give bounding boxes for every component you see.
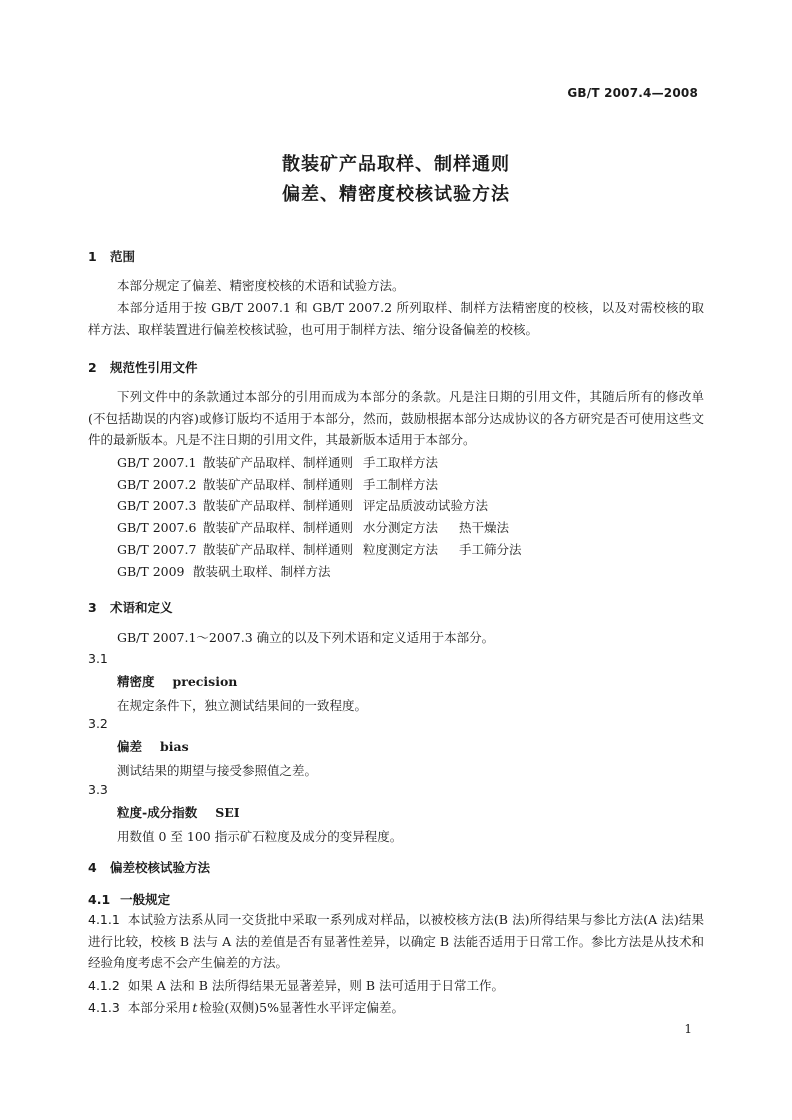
- section-number: 4: [88, 860, 97, 875]
- term-entry: [88, 716, 704, 779]
- clause-4-1-2: [88, 975, 704, 997]
- standard-number: GB/T 2007.4—2008: [567, 86, 698, 100]
- term-entry: [88, 651, 704, 714]
- term-name: 偏差 bias: [117, 739, 189, 754]
- document-title-line2: 偏差、精密度校核试验方法: [282, 184, 510, 205]
- page-number: 1: [684, 1022, 692, 1036]
- paragraph: 本部分适用于按 GB/T 2007.1 和 GB/T 2007.2 所列取样、制样方法精密度的校核，以及对需校核的取样方法、取样装置进行偏差校核试验，也可用于制样方法、缩分设备偏差的校核。: [88, 300, 704, 337]
- section-3: [88, 598, 704, 616]
- clause-text: 如果 A 法和 B 法所得结果无显著差异，则 B 法可适用于日常工作。: [127, 978, 505, 993]
- paragraph: GB/T 2007.1～2007.3 确立的以及下列术语和定义适用于本部分。: [117, 630, 495, 645]
- section-heading: [88, 858, 704, 876]
- section-heading: [88, 598, 704, 616]
- paragraph: 下列文件中的条款通过本部分的引用而成为本部分的条款。凡是注日期的引用文件，其随后所有的修改单(不包括勘误的内容)或修订版均不适用于本部分，然而，鼓励根据本部分达成协议的各方研究是否可使用这些文件的最新版本。凡是不注日期的引用文件，其最新版本适用于本部分。: [88, 389, 704, 448]
- reference-item: GB/T 2007.2 散装矿产品取样、制样通则 手工制样方法: [117, 476, 439, 492]
- section-title: 规范性引用文件: [110, 360, 198, 375]
- reference-item: GB/T 2007.3 散装矿产品取样、制样通则 评定品质波动试验方法: [117, 498, 489, 514]
- term-number: 3.3: [88, 782, 108, 797]
- clause-text: 本部分采用: [127, 1000, 191, 1015]
- clause-number: 4.1.2: [88, 978, 120, 993]
- reference-item: GB/T 2007.1 散装矿产品取样、制样通则 手工取样方法: [117, 455, 439, 470]
- section-number: 3: [88, 600, 97, 615]
- section-title: 范围: [110, 249, 136, 264]
- subsection-title: 一般规定: [120, 892, 171, 907]
- clause-number: 4.1.3: [88, 1000, 120, 1015]
- clause-number: 4.1.1: [88, 912, 120, 927]
- clause-4-1-1: [88, 909, 704, 974]
- section-title: 术语和定义: [110, 600, 173, 615]
- term-number: 3.1: [88, 651, 108, 666]
- reference-item: GB/T 2007.7 散装矿产品取样、制样通则 粒度测定方法 手工筛分法: [117, 541, 522, 557]
- paragraph: 本部分规定了偏差、精密度校核的术语和试验方法。: [117, 278, 405, 293]
- section-heading: [88, 358, 704, 376]
- clause-text: 检验(双侧)5%显著性水平评定偏差。: [199, 1000, 404, 1015]
- section-title: 偏差校核试验方法: [110, 860, 211, 875]
- reference-item: GB/T 2009 散装矾土取样、制样方法: [117, 563, 331, 579]
- t-symbol: t: [192, 1000, 198, 1015]
- clause-text: 本试验方法系从同一交货批中采取一系列成对样品，以被校核方法(B 法)所得结果与参比方法(A 法)结果进行比较，校核 B 法与 A 法的差值是否有显著性差异，以确定 B 法能否适用于日常工作。参比方法是从技术和经验角度考虑不会产生偏差的方法。: [88, 912, 704, 971]
- section-number: 1: [88, 249, 97, 264]
- subsection-number: 4.1: [88, 892, 111, 907]
- term-entry: [88, 782, 704, 845]
- term-definition: 测试结果的期望与接受参照值之差。: [117, 763, 318, 778]
- reference-list: [88, 452, 704, 582]
- section-1: [88, 247, 704, 265]
- section-4: [88, 858, 704, 876]
- term-definition: 在规定条件下，独立测试结果间的一致程度。: [117, 698, 368, 713]
- document-title-line1: 散装矿产品取样、制样通则: [282, 154, 510, 175]
- section-number: 2: [88, 360, 97, 375]
- term-name: 粒度-成分指数 SEI: [117, 805, 240, 820]
- term-name: 精密度 precision: [117, 674, 238, 689]
- reference-item: GB/T 2007.6 散装矿产品取样、制样通则 水分测定方法 热干燥法: [117, 520, 510, 536]
- subsection-heading: [88, 890, 704, 908]
- term-number: 3.2: [88, 716, 108, 731]
- term-definition: 用数值 0 至 100 指示矿石粒度及成分的变异程度。: [117, 829, 403, 844]
- clause-4-1-3: [88, 997, 704, 1019]
- section-2: [88, 358, 704, 376]
- section-heading: [88, 247, 704, 265]
